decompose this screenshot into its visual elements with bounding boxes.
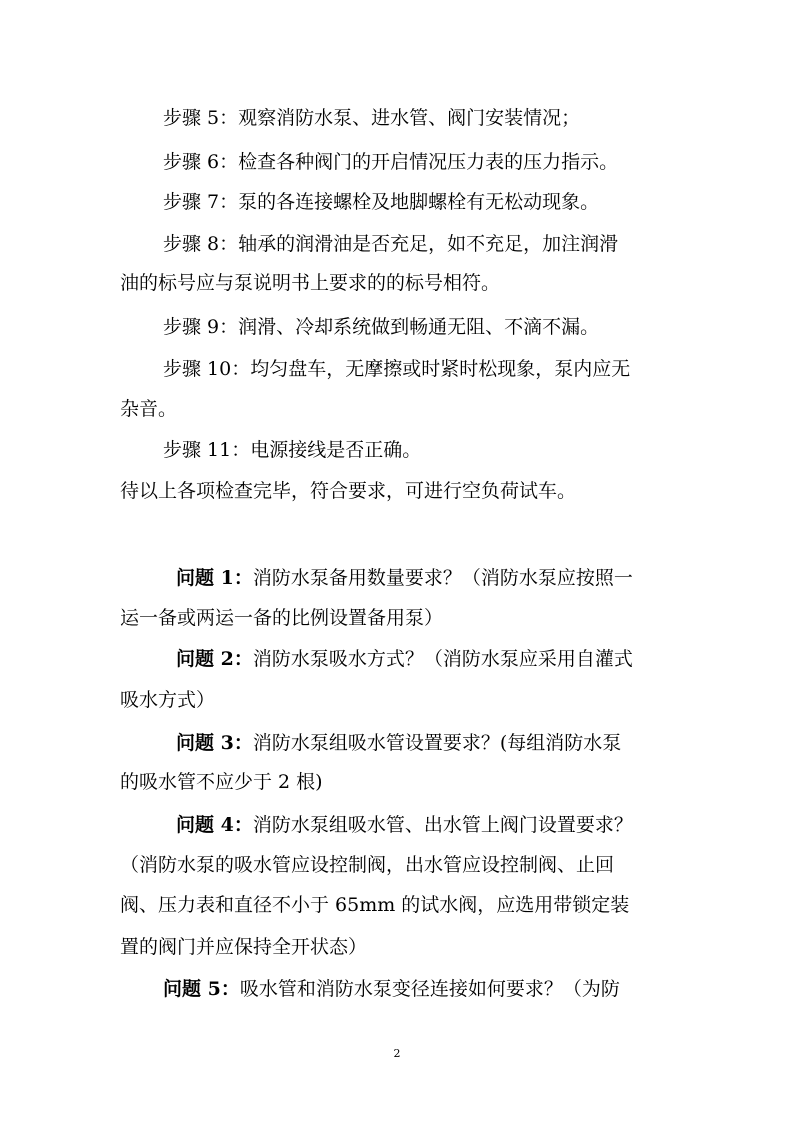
step-text: 电源接线是否正确。 xyxy=(250,439,422,461)
question-4 xyxy=(176,813,736,837)
question-1-continuation: 运一备或两运一备的比例设置备用泵） xyxy=(120,607,444,629)
question-1 xyxy=(176,566,736,590)
step-label: 步骤 9： xyxy=(163,316,239,338)
question-text: 消防水泵组吸水管设置要求？(每组消防水泵 xyxy=(252,732,622,754)
question-3-continuation: 的吸水管不应少于 2 根) xyxy=(120,771,323,793)
step-text: 观察消防水泵、进水管、阀门安装情况； xyxy=(238,107,581,129)
step-label: 步骤 8： xyxy=(163,233,239,255)
question-4-continuation: （消防水泵的吸水管应设控制阀，出水管应设控制阀、止回 xyxy=(120,854,615,876)
step-label: 步骤 10： xyxy=(163,358,251,380)
step-label: 步骤 7： xyxy=(163,191,239,213)
step-label: 步骤 5： xyxy=(163,107,239,129)
question-5 xyxy=(163,977,723,1001)
step-10 xyxy=(163,357,723,381)
question-label: 问题 3： xyxy=(176,732,253,754)
step-text: 泵的各连接螺栓及地脚螺栓有无松动现象。 xyxy=(238,191,600,213)
question-2-continuation: 吸水方式） xyxy=(120,689,216,711)
step-6 xyxy=(163,150,723,174)
step-8 xyxy=(163,232,723,256)
step-10-continuation: 杂音。 xyxy=(120,398,178,420)
question-label: 问题 2： xyxy=(176,648,253,670)
page-number: 2 xyxy=(393,1047,401,1060)
step-label: 步骤 6： xyxy=(163,151,239,173)
question-label: 问题 4： xyxy=(176,814,253,836)
question-text: 吸水管和消防水泵变径连接如何要求？（为防 xyxy=(239,978,620,1000)
step-text: 轴承的润滑油是否充足，如不充足，加注润滑 xyxy=(238,233,619,255)
step-7 xyxy=(163,190,723,214)
question-4-continuation: 阀、压力表和直径不小于 65mm 的试水阀，应选用带锁定装 xyxy=(120,894,630,916)
question-label: 问题 5： xyxy=(163,978,240,1000)
step-9 xyxy=(163,315,723,339)
question-label: 问题 1： xyxy=(176,567,253,589)
question-3 xyxy=(176,731,736,755)
question-text: 消防水泵备用数量要求？（消防水泵应按照一 xyxy=(252,567,633,589)
step-8-continuation: 油的标号应与泵说明书上要求的的标号相符。 xyxy=(120,272,501,294)
question-text: 消防水泵组吸水管、出水管上阀门设置要求？ xyxy=(252,814,633,836)
conclusion-text: 待以上各项检查完毕，符合要求，可进行空负荷试车。 xyxy=(120,480,577,502)
question-text: 消防水泵吸水方式？（消防水泵应采用自灌式 xyxy=(252,648,633,670)
step-5 xyxy=(163,106,723,130)
question-4-continuation: 置的阀门并应保持全开状态） xyxy=(120,936,368,958)
question-2 xyxy=(176,647,736,671)
step-11 xyxy=(163,438,723,462)
step-text: 润滑、冷却系统做到畅通无阻、不滴不漏。 xyxy=(238,316,600,338)
step-text: 均匀盘车，无摩擦或时紧时松现象，泵内应无 xyxy=(250,358,631,380)
step-text: 检查各种阀门的开启情况压力表的压力指示。 xyxy=(238,151,619,173)
step-label: 步骤 11： xyxy=(163,439,251,461)
